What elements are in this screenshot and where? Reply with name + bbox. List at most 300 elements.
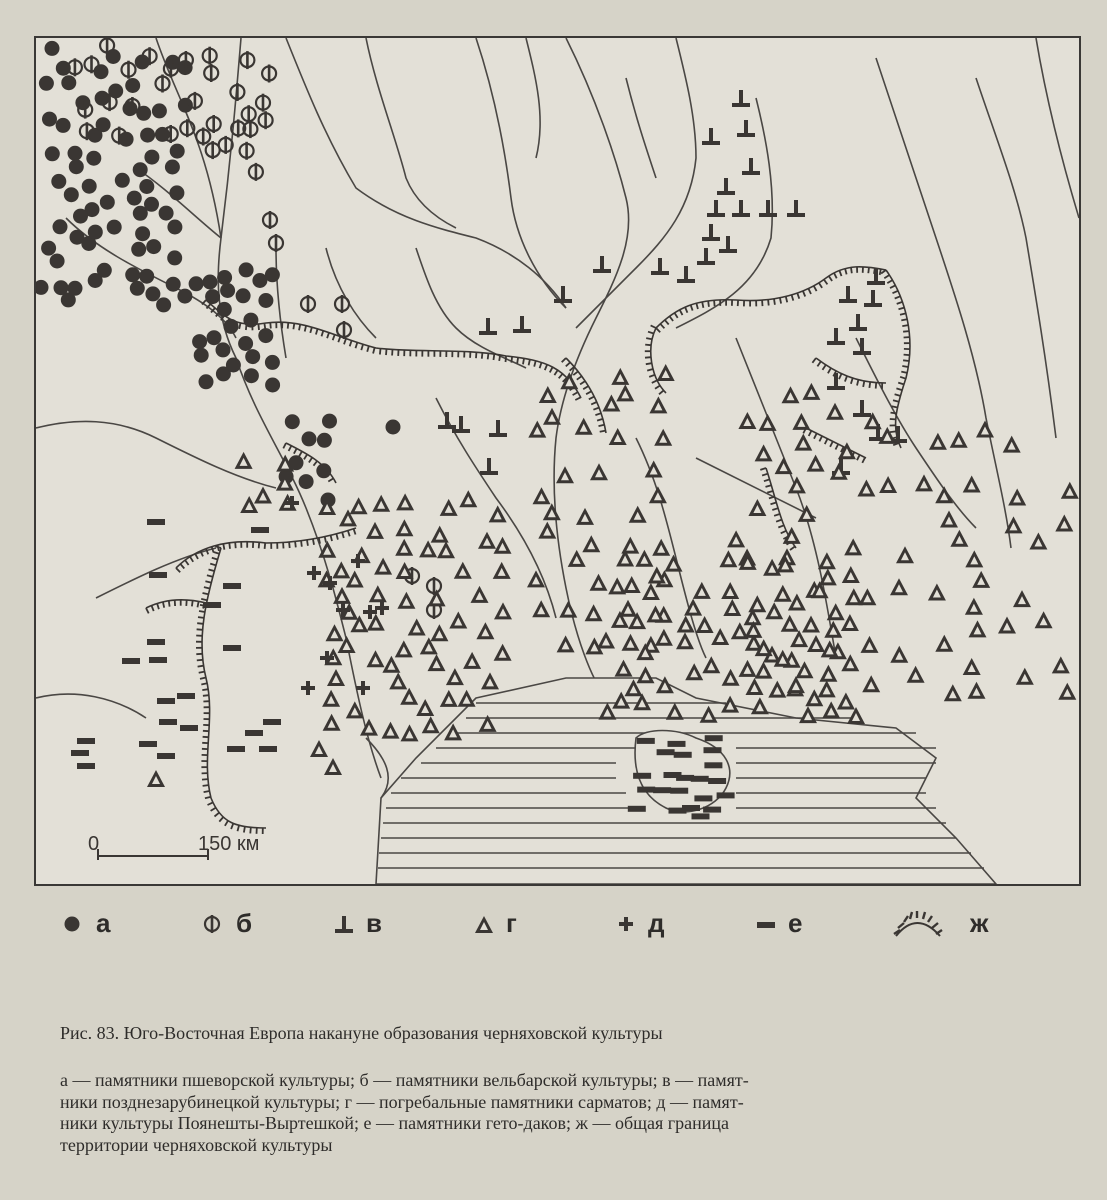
triangle-site-icon xyxy=(798,505,816,522)
inverted-t-site-icon xyxy=(593,256,611,273)
triangle-site-icon xyxy=(763,559,781,576)
sea-hatching xyxy=(366,678,996,884)
inverted-t-site-icon xyxy=(438,412,456,429)
dash-site-icon xyxy=(704,747,722,753)
triangle-site-icon xyxy=(649,396,667,413)
triangle-site-icon xyxy=(963,476,981,493)
filled-circle-site-icon xyxy=(244,368,259,383)
triangle-site-icon xyxy=(788,476,806,493)
triangle-site-icon xyxy=(576,508,594,525)
triangle-site-icon xyxy=(609,428,627,445)
triangle-site-icon xyxy=(765,602,783,619)
triangle-site-icon xyxy=(822,701,840,718)
triangle-site-icon xyxy=(696,616,714,633)
filled-circle-site-icon xyxy=(56,118,71,133)
triangle-site-icon xyxy=(746,678,764,695)
dash-site-icon xyxy=(633,773,651,779)
triangle-site-icon xyxy=(802,616,820,633)
filled-circle-site-icon xyxy=(125,267,140,282)
triangle-site-icon xyxy=(428,654,446,671)
triangle-site-icon xyxy=(446,668,464,685)
triangle-site-icon xyxy=(739,660,757,677)
filled-circle-site-icon xyxy=(258,293,273,308)
inverted-t-site-icon xyxy=(651,258,669,275)
filled-circle-site-icon xyxy=(41,241,56,256)
triangle-site-icon xyxy=(792,413,810,430)
triangle-site-icon xyxy=(621,537,639,554)
triangle-site-icon xyxy=(788,594,806,611)
triangle-site-icon xyxy=(824,621,842,638)
triangle-site-icon xyxy=(637,666,655,683)
triangle-site-icon xyxy=(1029,533,1047,550)
legend-letter: а xyxy=(96,908,111,938)
triangle-site-icon xyxy=(557,635,575,652)
triangle-site-icon xyxy=(787,676,805,693)
triangle-site-icon xyxy=(655,629,673,646)
filled-circle-site-icon xyxy=(317,433,332,448)
triangle-site-icon xyxy=(416,699,434,716)
triangle-site-icon xyxy=(841,614,859,631)
triangle-site-icon xyxy=(440,499,458,516)
dash-site-icon xyxy=(139,741,157,747)
filled-circle-site-icon xyxy=(217,302,232,317)
triangle-site-icon xyxy=(401,724,419,741)
dash-site-icon xyxy=(628,806,646,812)
circled-bar-site-icon xyxy=(263,211,277,229)
filled-circle-site-icon xyxy=(51,174,66,189)
triangle-site-icon xyxy=(799,706,817,723)
triangle-site-icon xyxy=(350,497,368,514)
circled-bar-site-icon xyxy=(269,234,283,252)
triangle-site-icon xyxy=(929,433,947,450)
circled-bar-site-icon xyxy=(240,51,254,69)
triangle-site-icon xyxy=(602,395,620,412)
filled-circle-site-icon xyxy=(299,474,314,489)
legend-letter: д xyxy=(648,908,665,938)
inverted-t-site-icon xyxy=(719,236,737,253)
triangle-site-icon xyxy=(408,619,426,636)
triangle-site-icon xyxy=(478,532,496,549)
filled-circle-site-icon xyxy=(133,162,148,177)
filled-circle-site-icon xyxy=(205,289,220,304)
inverted-t-site-icon xyxy=(702,128,720,145)
inverted-t-site-icon xyxy=(480,458,498,475)
triangle-site-icon xyxy=(782,386,800,403)
filled-circle-site-icon xyxy=(316,463,331,478)
dash-site-icon xyxy=(149,657,167,663)
circled-bar-site-icon xyxy=(203,47,217,65)
filled-circle-site-icon xyxy=(139,269,154,284)
triangle-site-icon xyxy=(615,660,633,677)
filled-circle-site-icon xyxy=(238,336,253,351)
triangle-site-icon xyxy=(818,552,836,569)
triangle-site-icon xyxy=(940,511,958,528)
inverted-t-site-icon xyxy=(489,420,507,437)
filled-circle-site-icon xyxy=(88,225,103,240)
circled-bar-site-icon xyxy=(207,115,221,133)
circled-bar-site-icon xyxy=(427,577,441,595)
triangle-site-icon xyxy=(543,408,561,425)
triangle-site-icon xyxy=(878,427,896,444)
triangle-site-icon xyxy=(965,598,983,615)
triangle-site-icon xyxy=(723,599,741,616)
filled-circle-site-icon xyxy=(177,289,192,304)
triangle-site-icon xyxy=(543,503,561,520)
legend-letter: ж xyxy=(970,908,989,938)
inverted-t-site-icon xyxy=(849,314,867,331)
circled-bar-site-icon xyxy=(301,295,315,313)
legend-letter: б xyxy=(236,908,253,938)
triangle-site-icon xyxy=(623,576,641,593)
hatched-arc-icon xyxy=(890,908,946,942)
triangle-site-icon xyxy=(430,624,448,641)
circled-bar-site-icon xyxy=(337,321,351,339)
filled-circle-site-icon xyxy=(167,250,182,265)
triangle-site-icon xyxy=(382,656,400,673)
filled-circle-site-icon xyxy=(189,276,204,291)
triangle-site-icon xyxy=(976,421,994,438)
filled-circle-site-icon xyxy=(265,355,280,370)
inverted-t-site-icon xyxy=(759,200,777,217)
filled-circle-site-icon xyxy=(125,78,140,93)
triangle-site-icon xyxy=(419,540,437,557)
triangle-site-icon xyxy=(702,656,720,673)
triangle-site-icon xyxy=(585,604,603,621)
filled-circle-site-icon xyxy=(207,330,222,345)
legend-item-a xyxy=(60,908,111,940)
dash-site-icon xyxy=(157,698,175,704)
dash-site-icon xyxy=(180,725,198,731)
filled-circle-site-icon xyxy=(243,313,258,328)
dash-site-icon xyxy=(159,719,177,725)
triangle-site-icon xyxy=(896,546,914,563)
dash-site-icon xyxy=(703,807,721,813)
triangle-site-icon xyxy=(590,574,608,591)
filled-circle-site-icon xyxy=(145,286,160,301)
triangle-site-icon xyxy=(805,689,823,706)
filled-circle-site-icon xyxy=(68,281,83,296)
filled-circle-site-icon xyxy=(152,103,167,118)
triangle-site-icon xyxy=(481,672,499,689)
legend-item-zh xyxy=(890,908,989,940)
dash-site-icon xyxy=(637,787,655,793)
map-legend xyxy=(60,900,1040,950)
inverted-t-icon xyxy=(330,908,360,938)
triangle-site-icon xyxy=(738,412,756,429)
triangle-site-icon xyxy=(755,444,773,461)
inverted-t-site-icon xyxy=(479,318,497,335)
triangle-site-icon xyxy=(459,490,477,507)
filled-circle-site-icon xyxy=(36,280,49,295)
dash-site-icon xyxy=(149,572,167,578)
triangle-site-icon xyxy=(463,652,481,669)
map xyxy=(34,36,1081,886)
filled-circle-site-icon xyxy=(50,254,65,269)
dash-site-icon xyxy=(717,792,735,798)
legend-letter: в xyxy=(366,908,382,938)
triangle-site-icon xyxy=(476,622,494,639)
triangle-site-icon xyxy=(826,403,844,420)
circled-bar-site-icon xyxy=(259,111,273,129)
dash-site-icon xyxy=(71,750,89,756)
filled-circle-site-icon xyxy=(226,358,241,373)
triangle-site-icon xyxy=(837,693,855,710)
filled-circle-site-icon xyxy=(68,146,83,161)
circled-bar-site-icon xyxy=(179,51,193,69)
triangle-site-icon xyxy=(532,600,550,617)
triangle-site-icon xyxy=(597,632,615,649)
triangle-site-icon xyxy=(827,603,845,620)
triangle-site-icon xyxy=(807,455,825,472)
circled-bar-site-icon xyxy=(242,105,256,123)
triangle-site-icon xyxy=(400,688,418,705)
dash-site-icon xyxy=(227,746,245,752)
triangle-site-icon xyxy=(327,669,345,686)
filled-circle-site-icon xyxy=(265,267,280,282)
triangle-site-icon xyxy=(847,707,865,724)
triangle-site-icon xyxy=(1003,436,1021,453)
triangle-site-icon xyxy=(611,368,629,385)
triangle-site-icon xyxy=(538,522,556,539)
triangle-site-icon xyxy=(842,566,860,583)
inverted-t-site-icon xyxy=(864,290,882,307)
dash-site-icon xyxy=(147,639,165,645)
circled-bar-site-icon xyxy=(240,142,254,160)
triangle-site-icon xyxy=(711,628,729,645)
filled-circle-site-icon xyxy=(258,328,273,343)
triangle-site-icon xyxy=(431,526,449,543)
circled-bar-site-icon xyxy=(249,163,263,181)
triangle-site-icon xyxy=(1052,656,1070,673)
triangle-site-icon xyxy=(366,522,384,539)
triangle-site-icon xyxy=(968,682,986,699)
river-network xyxy=(36,38,1079,778)
triangle-site-icon xyxy=(559,601,577,618)
inverted-t-site-icon xyxy=(707,200,725,217)
legend-item-g xyxy=(470,908,517,940)
legend-text-line: ники культуры Поянешты-Выртешкой; е — памятники гето-даков; ж — общая граница xyxy=(60,1113,729,1133)
triangle-site-icon xyxy=(950,530,968,547)
filled-circle-site-icon xyxy=(203,275,218,290)
triangle-site-icon xyxy=(781,615,799,632)
inverted-t-site-icon xyxy=(732,200,750,217)
triangle-site-icon xyxy=(727,530,745,547)
triangle-site-icon xyxy=(998,617,1016,634)
filled-circle-site-icon xyxy=(100,195,115,210)
triangle-site-icon xyxy=(879,476,897,493)
triangle-site-icon xyxy=(915,474,933,491)
triangle-site-icon xyxy=(449,612,467,629)
triangle-site-icon xyxy=(722,669,740,686)
cross-site-icon xyxy=(375,601,389,615)
triangle-site-icon xyxy=(844,538,862,555)
circled-bar-site-icon xyxy=(122,61,136,79)
filled-circle-site-icon xyxy=(245,349,260,364)
legend-text-line: ники позднезарубинецкой культуры; г — погребальные памятники сарматов; д — памят- xyxy=(60,1091,744,1112)
filled-circle-site-icon xyxy=(386,420,401,435)
triangle-site-icon xyxy=(240,496,258,513)
inverted-t-site-icon xyxy=(827,328,845,345)
scale-zero-label: 0 xyxy=(88,833,100,855)
filled-circle-site-icon xyxy=(140,128,155,143)
legend-text-line: территории черняховской культуры xyxy=(60,1134,333,1155)
triangle-site-icon xyxy=(1061,482,1079,499)
triangle-site-icon xyxy=(235,452,253,469)
filled-circle-site-icon xyxy=(130,281,145,296)
filled-circle-site-icon xyxy=(115,173,130,188)
triangle-site-icon xyxy=(965,550,983,567)
filled-circle-site-icon xyxy=(70,230,85,245)
triangle-site-icon xyxy=(539,386,557,403)
triangle-site-icon xyxy=(693,582,711,599)
triangle-site-icon xyxy=(890,646,908,663)
triangle-site-icon xyxy=(619,600,637,617)
circled-bar-site-icon xyxy=(256,94,270,112)
dash-site-icon xyxy=(223,583,241,589)
triangle-icon xyxy=(470,908,500,938)
filled-circle-site-icon xyxy=(127,191,142,206)
triangle-site-icon xyxy=(685,663,703,680)
filled-circle-site-icon xyxy=(82,179,97,194)
filled-circle-site-icon xyxy=(146,239,161,254)
triangle-site-icon xyxy=(397,592,415,609)
triangle-site-icon xyxy=(629,506,647,523)
filled-circle-site-icon xyxy=(217,270,232,285)
dash-site-icon xyxy=(77,738,95,744)
dash-site-icon xyxy=(692,813,710,819)
inverted-t-site-icon xyxy=(853,338,871,355)
filled-circle-site-icon xyxy=(139,179,154,194)
inverted-t-site-icon xyxy=(742,158,760,175)
triangle-site-icon xyxy=(751,697,769,714)
dash-site-icon xyxy=(203,602,221,608)
filled-circle-site-icon xyxy=(97,263,112,278)
triangle-site-icon xyxy=(323,714,341,731)
triangle-site-icon xyxy=(972,571,990,588)
inverted-t-site-icon xyxy=(827,373,845,390)
triangle-site-icon xyxy=(1058,683,1076,700)
dash-site-icon xyxy=(657,749,675,755)
triangle-site-icon xyxy=(533,487,551,504)
triangle-site-icon xyxy=(332,561,350,578)
filled-circle-site-icon xyxy=(45,41,60,56)
triangle-site-icon xyxy=(454,562,472,579)
filled-circle-site-icon xyxy=(169,185,184,200)
triangle-site-icon xyxy=(802,383,820,400)
triangle-site-icon xyxy=(324,758,342,775)
filled-circle-site-icon xyxy=(265,378,280,393)
triangle-site-icon xyxy=(807,635,825,652)
triangle-site-icon xyxy=(367,650,385,667)
dash-site-icon xyxy=(177,693,195,699)
legend-item-e xyxy=(752,908,803,940)
filled-circle-site-icon xyxy=(64,187,79,202)
triangle-site-icon xyxy=(322,690,340,707)
cross-icon xyxy=(612,908,642,938)
triangle-site-icon xyxy=(494,644,512,661)
triangle-site-icon xyxy=(382,722,400,739)
filled-circle-site-icon xyxy=(45,146,60,161)
triangle-site-icon xyxy=(494,537,512,554)
triangle-site-icon xyxy=(775,457,793,474)
filled-circle-site-icon xyxy=(73,209,88,224)
triangle-site-icon xyxy=(719,550,737,567)
inverted-t-site-icon xyxy=(732,90,750,107)
triangle-site-icon xyxy=(649,486,667,503)
filled-circle-site-icon xyxy=(192,334,207,349)
scale-bar xyxy=(88,833,259,860)
triangle-site-icon xyxy=(818,680,836,697)
filled-circle-site-icon xyxy=(96,117,111,132)
circled-bar-site-icon xyxy=(156,75,170,93)
triangle-site-icon xyxy=(950,431,968,448)
triangle-site-icon xyxy=(395,519,413,536)
dash-site-icon xyxy=(122,658,140,664)
inverted-t-site-icon xyxy=(513,316,531,333)
triangle-site-icon xyxy=(768,681,786,698)
filled-circle-site-icon xyxy=(42,112,57,127)
triangle-site-icon xyxy=(928,584,946,601)
triangle-site-icon xyxy=(774,585,792,602)
triangle-site-icon xyxy=(935,486,953,503)
filled-circle-site-icon xyxy=(239,262,254,277)
filled-circle-site-icon xyxy=(224,319,239,334)
triangle-site-icon xyxy=(862,675,880,692)
triangle-site-icon xyxy=(857,480,875,497)
scale-distance-label: 150 км xyxy=(198,833,260,855)
filled-circle-site-icon xyxy=(167,220,182,235)
triangle-site-icon xyxy=(890,578,908,595)
triangle-site-icon xyxy=(759,414,777,431)
filled-circle-icon xyxy=(60,908,90,938)
inverted-t-site-icon xyxy=(867,268,885,285)
triangle-site-icon xyxy=(963,658,981,675)
filled-circle-site-icon xyxy=(131,242,146,257)
filled-circle-site-icon xyxy=(61,75,76,90)
triangle-site-icon xyxy=(147,770,165,787)
triangle-site-icon xyxy=(556,466,574,483)
triangle-site-icon xyxy=(389,672,407,689)
triangle-site-icon xyxy=(493,562,511,579)
triangle-site-icon xyxy=(471,586,489,603)
triangle-site-icon xyxy=(622,634,640,651)
legend-letter: г xyxy=(506,908,517,938)
dash-site-icon xyxy=(251,527,269,533)
inverted-t-site-icon xyxy=(452,416,470,433)
triangle-site-icon xyxy=(590,463,608,480)
circled-bar-site-icon xyxy=(335,295,349,313)
filled-circle-site-icon xyxy=(220,283,235,298)
triangle-site-icon xyxy=(665,555,683,572)
circled-bar-site-icon xyxy=(204,64,218,82)
triangle-site-icon xyxy=(1016,668,1034,685)
legend-item-v xyxy=(330,908,382,940)
cross-site-icon xyxy=(301,681,315,695)
legend-letter: е xyxy=(788,908,803,938)
circled-bar-site-icon xyxy=(85,55,99,73)
triangle-site-icon xyxy=(748,595,766,612)
map-canvas xyxy=(36,38,1079,884)
figure-caption: Рис. 83. Юго-Восточная Европа накануне образования черняховской культуры xyxy=(60,1023,663,1043)
filled-circle-site-icon xyxy=(69,159,84,174)
triangle-site-icon xyxy=(657,364,675,381)
dash-site-icon xyxy=(637,738,655,744)
inverted-t-site-icon xyxy=(737,120,755,137)
triangle-site-icon xyxy=(372,495,390,512)
triangle-site-icon xyxy=(935,635,953,652)
filled-circle-site-icon xyxy=(53,219,68,234)
triangle-site-icon xyxy=(861,636,879,653)
